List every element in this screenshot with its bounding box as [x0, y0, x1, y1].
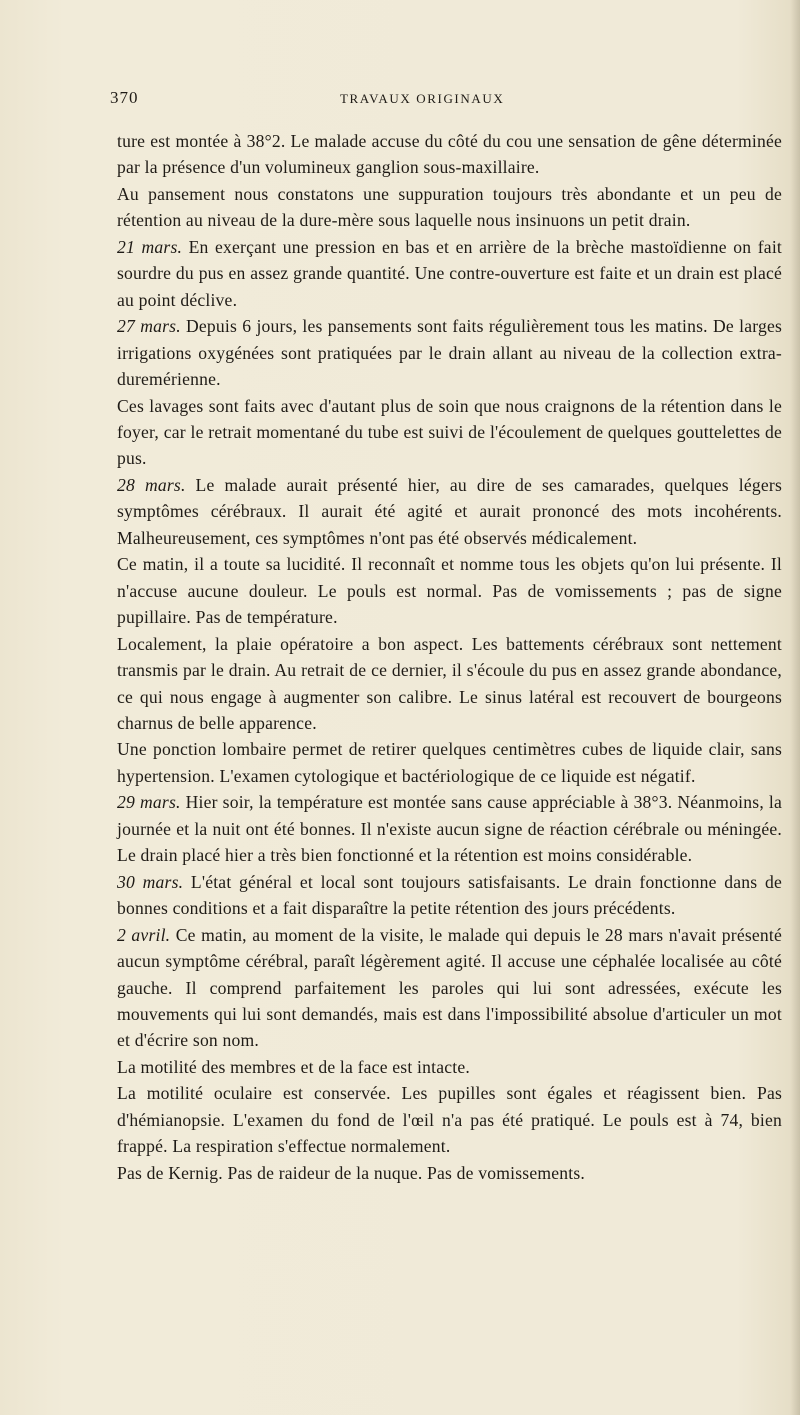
paragraph — [117, 128, 782, 181]
paragraph-text: Localement, la plaie opératoire a bon aspect. Les battements cérébraux sont nettement transmis par le drain. Au retrait de ce dernier, il s'écoule du pus en assez grande abondance, ce qui nous engage à augmenter son calibre. Le sinus latéral est recouvert de bourgeons charnus de belle apparence. — [117, 633, 782, 733]
entry-date: 28 mars. — [117, 474, 186, 495]
paragraph-text: Une ponction lombaire permet de retirer quelques centimètres cubes de liquide clair, sans hypertension. L'examen cytologique et bactériologique de ce liquide est négatif. — [117, 739, 782, 786]
page-number: 370 — [110, 88, 139, 107]
paragraph-text: L'état général et local sont toujours satisfaisants. Le drain fonctionne dans de bonnes conditions et a fait disparaître la petite rétention des jours précédents. — [117, 871, 783, 919]
paragraph — [117, 551, 782, 630]
paragraph-text: Depuis 6 jours, les pansements sont faits régulièrement tous les matins. De larges irrigations oxygénées sont pratiquées par le drain allant au niveau de la collection extra-duremérienne. — [117, 316, 782, 390]
paragraph — [117, 789, 782, 868]
paragraph — [117, 1160, 782, 1186]
paragraph — [117, 181, 782, 234]
paragraph-text: Pas de Kernig. Pas de raideur de la nuque. Pas de vomissements. — [117, 1162, 585, 1183]
page-header — [110, 88, 775, 112]
paragraph-text: Ces lavages sont faits avec d'autant plus de soin que nous craignons de la rétention dans le foyer, car le retrait momentané du tube est suivi de l'écoulement de quelques gouttelettes de pus. — [117, 395, 782, 469]
paragraph-text: ture est montée à 38°2. Le malade accuse du côté du cou une sensation de gêne déterminée par la présence d'un volumineux ganglion sous-maxillaire. — [117, 131, 782, 178]
paragraph — [117, 736, 782, 789]
paragraph — [117, 922, 782, 1054]
paragraph-text: Ce matin, il a toute sa lucidité. Il reconnaît et nomme tous les objets qu'on lui présente. Il n'accuse aucune douleur. Le pouls est normal. Pas de vomissements ; pas de signe pupillaire. Pas de température. — [117, 554, 782, 628]
entry-date: 30 mars. — [117, 871, 184, 892]
paragraph-text: La motilité oculaire est conservée. Les pupilles sont égales et réagissent bien. Pas d'hémianopsie. L'examen du fond de l'œil n'a pas été pratiqué. Le pouls est à 74, bien frappé. La respiration s'effectue normalement. — [117, 1083, 782, 1157]
entry-date: 27 mars. — [117, 316, 181, 337]
paragraph-text: Hier soir, la température est montée sans cause appréciable à 38°3. Néanmoins, la journée et la nuit ont été bonnes. Il n'existe aucun signe de réaction cérébrale ou méningée. Le drain placé hier a très bien fonctionné et la rétention est moins considérable. — [117, 792, 783, 866]
paragraph — [117, 1080, 782, 1159]
entry-date: 2 avril. — [117, 924, 171, 945]
body-text — [117, 128, 782, 1186]
paragraph — [117, 393, 782, 472]
paragraph — [117, 234, 782, 313]
paragraph-text: Ce matin, au moment de la visite, le malade qui depuis le 28 mars n'avait présenté aucun symptôme cérébral, paraît légèrement agité. Il accuse une céphalée localisée au côté gauche. Il comprend parfaitement les paroles qui lui sont adressées, exécute les mouvements qui lui sont demandés, mais est dans l'impossibilité absolue d'articuler un mot et d'écrire son nom. — [117, 924, 782, 1051]
paragraph — [117, 313, 782, 392]
page-edge-shadow — [790, 0, 800, 1415]
entry-date: 29 mars. — [117, 792, 181, 813]
entry-date: 21 mars. — [117, 236, 183, 257]
paragraph-text: La motilité des membres et de la face est intacte. — [117, 1056, 470, 1077]
paragraph-text: En exerçant une pression en bas et en arrière de la brèche mastoïdienne on fait sourdre du pus en assez grande quantité. Une contre-ouverture est faite et un drain est placé au point déclive. — [117, 236, 782, 310]
paragraph — [117, 472, 782, 551]
paragraph — [117, 1054, 782, 1080]
paragraph-text: Le malade aurait présenté hier, au dire de ses camarades, quelques légers symptômes cérébraux. Il aurait été agité et aurait prononcé des mots incohérents. Malheureusement, ces symptômes n'ont pas été observés médicalement. — [117, 474, 782, 548]
paragraph — [117, 631, 782, 737]
running-head: TRAVAUX ORIGINAUX — [340, 91, 505, 106]
paragraph-text: Au pansement nous constatons une suppuration toujours très abondante et un peu de rétention au niveau de la dure-mère sous laquelle nous insinuons un petit drain. — [117, 183, 782, 231]
paragraph — [117, 869, 782, 922]
